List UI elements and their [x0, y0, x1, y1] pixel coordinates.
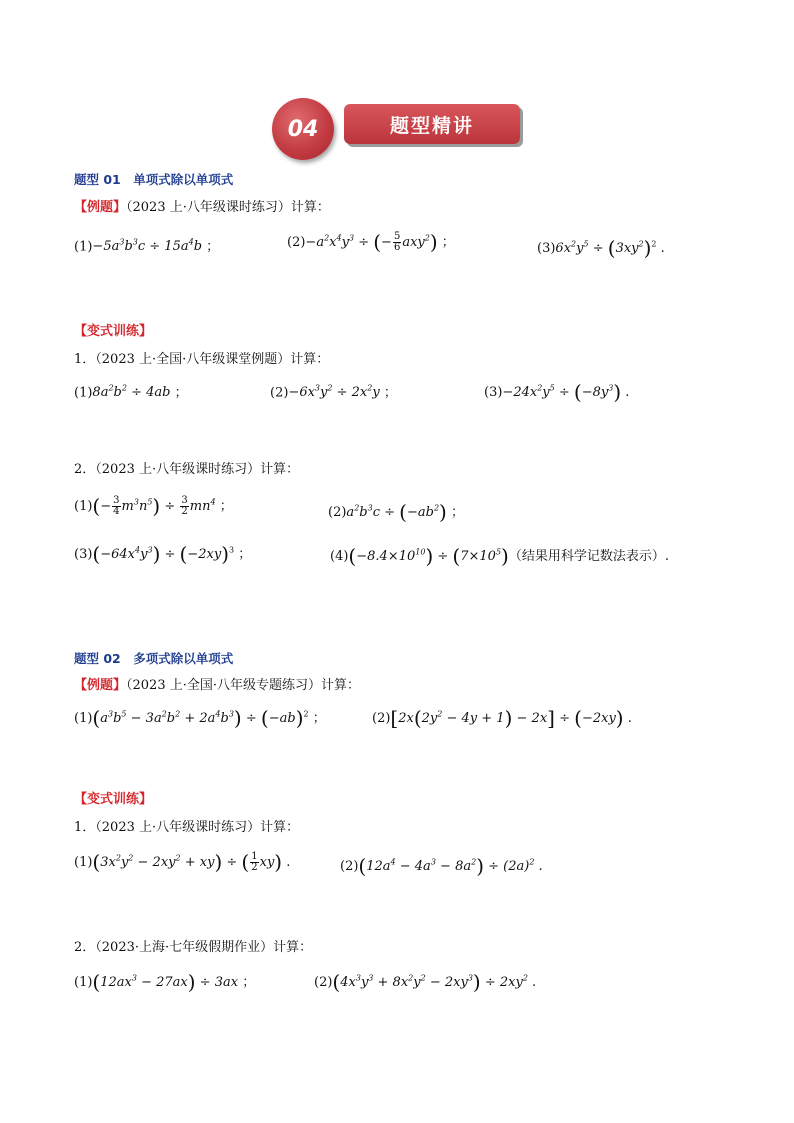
- type2-example-line: [74, 678, 360, 694]
- type1-v1-q2: $(2)-6x^3y^2 \div 2x^2y$ ；: [270, 384, 397, 401]
- type1-v1-q1: $(1)8a^2b^2 \div 4ab$ ；: [74, 384, 188, 401]
- type2-v2-q2: $(2)(4x^3y^3 + 8x^2y^2 - 2xy^3) \div 2xy^2$ .: [314, 970, 537, 994]
- section-banner: [272, 98, 522, 160]
- example-source: （2023 上·全国·八年级专题练习）计算：: [126, 678, 360, 693]
- type2-v1-q1: $(1)(3x^2y^2 - 2xy^2 + xy)$ ÷ ( $\frac{1}{2}$ xy) .: [74, 850, 291, 874]
- type1-v2-q3: $(3)(-64x^4y^3) \div (-2xy)^3$ ；: [74, 542, 252, 566]
- type2-v2-source: 2．（2023·上海·七年级假期作业）计算：: [74, 940, 313, 955]
- type1-v1-source: 1．（2023 上·全国·八年级课堂例题）计算：: [74, 352, 330, 367]
- example-tag: 【例题】: [74, 200, 127, 215]
- type1-v1-q3: $(3)-24x^2y^5 \div (-8y^3)$ .: [484, 380, 630, 404]
- type1-example-q3: $(3)6x^2y^5 \div (3xy^2)^2$ .: [537, 236, 665, 260]
- type1-example-q1: $(1)-5a^3b^3c \div 15a^4b$ ；: [74, 238, 220, 255]
- type2-example-q2: $(2)[2x(2y^2 - 4y + 1) - 2x] \div (-2xy)$ .: [372, 706, 632, 730]
- example-source: （2023 上·八年级课时练习）计算：: [126, 200, 330, 215]
- type1-variant-tag: 【变式训练】: [74, 324, 153, 339]
- example-tag: 【例题】: [74, 678, 127, 693]
- type2-variant-tag: 【变式训练】: [74, 792, 153, 807]
- type2-v2-q1: $(1)(12ax^3 - 27ax) \div 3ax$ ；: [74, 970, 256, 994]
- type2-heading: 题型 02 多项式除以单项式: [74, 651, 234, 666]
- type1-example-line: [74, 200, 330, 216]
- section-number-badge: 04: [272, 98, 334, 160]
- section-title: 题型精讲: [344, 104, 520, 144]
- type1-v2-q2: $(2)a^2b^3c \div (-ab^2)$ ；: [328, 500, 464, 524]
- type1-v2-q4: $(4)(-8.4\times 10^{10}) \div (7\times 10^5)$（结果用科学记数法表示）.: [330, 544, 669, 568]
- type2-v1-source: 1．（2023 上·八年级课时练习）计算：: [74, 820, 300, 835]
- type2-v1-q2: $(2)(12a^4 - 4a^3 - 8a^2) \div (2a)^2$ .: [340, 854, 543, 878]
- type1-v2-source: 2．（2023 上·八年级课时练习）计算：: [74, 462, 300, 477]
- type1-heading: 题型 01 单项式除以单项式: [74, 172, 234, 187]
- scientific-notation-note: （结果用科学记数法表示）.: [508, 549, 669, 564]
- type1-example-q2: $(2)-a^2x^4y^3$ ÷ (− $\frac{5}{6}$ axy$^2$) ；: [287, 230, 455, 254]
- type2-example-q1: $(1)(a^3b^5 - 3a^2b^2 + 2a^4b^3) \div (-ab)^2$ ；: [74, 706, 326, 730]
- type1-v2-q1: (1)(− $\frac{3}{4}$ $m^3n^5$) ÷ $\frac{3}{2}$ $mn^4$ ；: [74, 494, 233, 518]
